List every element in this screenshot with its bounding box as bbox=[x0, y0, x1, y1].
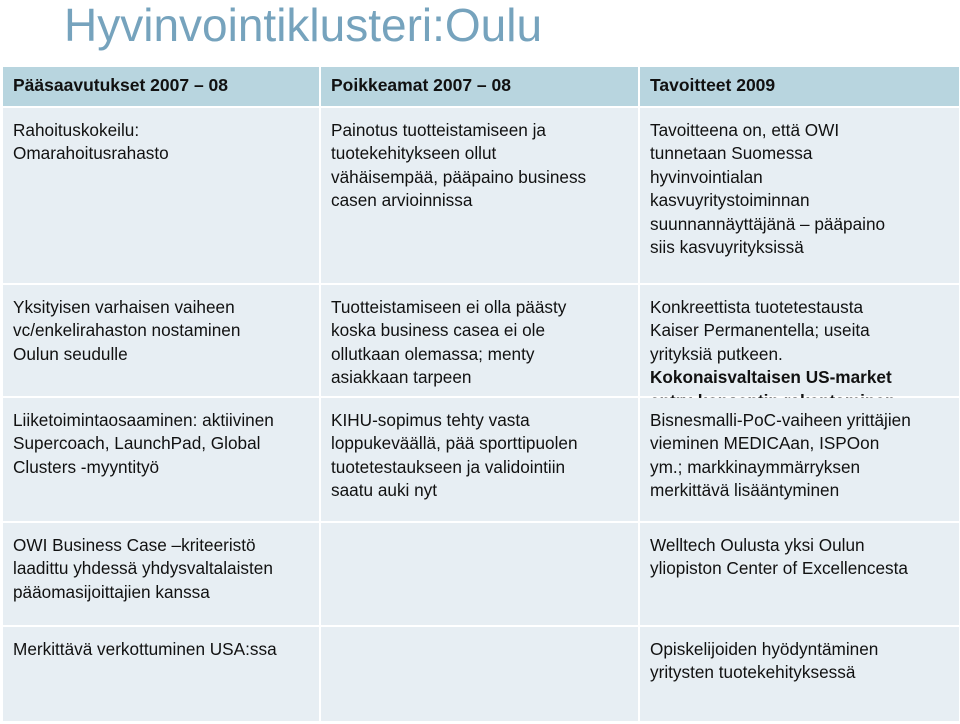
table-cell-goals bbox=[640, 523, 959, 627]
cell-text-line: tunnetaan Suomessa bbox=[650, 143, 813, 164]
table-cell-goals bbox=[640, 108, 959, 285]
summary-table bbox=[3, 67, 959, 723]
cell-text-line: KIHU-sopimus tehty vasta bbox=[331, 410, 530, 430]
cell-text-line: Clusters -myyntityö bbox=[13, 456, 160, 477]
cell-text-line: siis kasvuyrityksissä bbox=[650, 237, 804, 258]
cell-text-line: Opiskelijoiden hyödyntäminen bbox=[650, 639, 879, 659]
cell-text-line: vc/enkelirahaston nostaminen bbox=[13, 320, 241, 341]
cell-text-line: koska business casea ei ole bbox=[331, 320, 546, 341]
cell-text-line: merkittävä lisääntyminen bbox=[650, 480, 840, 501]
cell-text-line: Liiketoimintaosaaminen: aktiivinen bbox=[13, 410, 274, 430]
cell-text-line: laadittu yhdessä yhdysvaltalaisten bbox=[13, 558, 273, 579]
page-title: Hyvinvointiklusteri:Oulu bbox=[64, 0, 543, 51]
cell-text-line: yliopiston Center of Excellencesta bbox=[650, 558, 908, 579]
column-header-deviations: Poikkeamat 2007 – 08 bbox=[321, 67, 640, 108]
cell-text-line: Omarahoitusrahasto bbox=[13, 143, 169, 164]
cell-text-line: vähäisempää, pääpaino business bbox=[331, 166, 587, 187]
cell-text-line: Tuotteistamiseen ei olla päästy bbox=[331, 297, 567, 317]
cell-text-line: Supercoach, LaunchPad, Global bbox=[13, 433, 261, 454]
cell-text-line: casen arvioinnissa bbox=[331, 190, 473, 211]
cell-text-line: Yksityisen varhaisen vaiheen bbox=[13, 297, 235, 317]
cell-text-line: yrityksiä putkeen. bbox=[650, 343, 783, 364]
cell-text-line: asiakkaan tarpeen bbox=[331, 367, 472, 388]
table-cell-goals bbox=[640, 627, 959, 723]
table-cell-deviations bbox=[321, 108, 640, 285]
cell-text-line: kasvuyritystoiminnan bbox=[650, 190, 810, 211]
table-cell-deviations bbox=[321, 627, 640, 723]
table-cell-achievements bbox=[3, 627, 321, 723]
cell-text-line: pääomasijoittajien kanssa bbox=[13, 581, 210, 602]
cell-text-line: Tavoitteena on, että OWI bbox=[650, 120, 840, 140]
column-header-achievements: Pääsaavutukset 2007 – 08 bbox=[3, 67, 321, 108]
table-cell-achievements bbox=[3, 285, 321, 398]
cell-text-line: Konkreettista tuotetestausta bbox=[650, 297, 864, 317]
cell-text-line: loppukeväällä, pää sporttipuolen bbox=[331, 433, 578, 454]
cell-text-line: Painotus tuotteistamiseen ja bbox=[331, 120, 546, 140]
table-cell-achievements bbox=[3, 398, 321, 523]
table-cell-achievements bbox=[3, 523, 321, 627]
cell-text-line: saatu auki nyt bbox=[331, 480, 438, 501]
table-cell-deviations bbox=[321, 398, 640, 523]
column-header-goals: Tavoitteet 2009 bbox=[640, 67, 959, 108]
cell-text-line: Merkittävä verkottuminen USA:ssa bbox=[13, 639, 277, 659]
cell-text-line-bold: Kokonaisvaltaisen US-market bbox=[650, 367, 892, 388]
cell-text-line: Bisnesmalli-PoC-vaiheen yrittäjien bbox=[650, 410, 911, 430]
cell-text-line: ym.; markkinaymmärryksen bbox=[650, 456, 861, 477]
cell-text-line: Rahoituskokeilu: bbox=[13, 120, 140, 140]
table-cell-achievements bbox=[3, 108, 321, 285]
cell-text-line: ollutkaan olemassa; menty bbox=[331, 343, 535, 364]
table-cell-deviations bbox=[321, 523, 640, 627]
table-cell-goals bbox=[640, 285, 959, 398]
cell-text-line: hyvinvointialan bbox=[650, 166, 763, 187]
table-cell-goals bbox=[640, 398, 959, 523]
cell-text-line: vieminen MEDICAan, ISPOon bbox=[650, 433, 880, 454]
cell-text-line: tuotekehitykseen ollut bbox=[331, 143, 497, 164]
cell-text-line: tuotetestaukseen ja validointiin bbox=[331, 456, 566, 477]
cell-text-line: Oulun seudulle bbox=[13, 343, 128, 364]
cell-text-line: OWI Business Case –kriteeristö bbox=[13, 535, 256, 555]
cell-text-line: yritysten tuotekehityksessä bbox=[650, 662, 856, 683]
cell-text-line: Kaiser Permanentella; useita bbox=[650, 320, 870, 341]
table-cell-deviations bbox=[321, 285, 640, 398]
cell-text-line: Welltech Oulusta yksi Oulun bbox=[650, 535, 865, 555]
cell-text-line: suunnannäyttäjänä – pääpaino bbox=[650, 213, 886, 234]
